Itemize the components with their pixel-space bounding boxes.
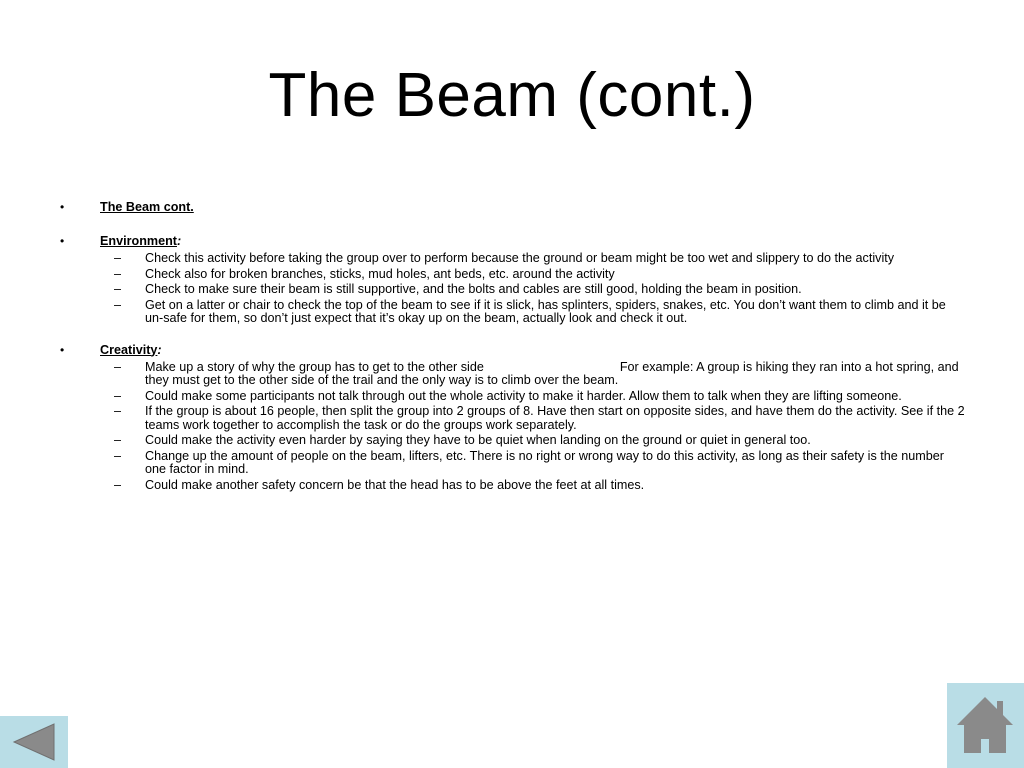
bullet-marker: • [60,200,65,214]
sub-bullet-text: Check to make sure their beam is still supportive, and the bolts and cables are still good, holding the beam in position. [145,282,802,296]
bullet-heading-label: The Beam cont. [100,200,194,214]
sub-bullet-text: For example: A group is hiking they ran into a hot spring, and they must get to the other side of the trail and the only way is to climb over the beam. [145,359,959,387]
sub-bullet-text: If the group is about 16 people, then split the group into 2 groups of 8. Have then start on opposite sides, and have them do the activity. See if the 2 teams work together to accomplish the task or do the groups work separately. [145,404,965,432]
dash-marker: – [114,404,122,418]
sub-bullet-text: Check also for broken branches, sticks, mud holes, ant beds, etc. around the activity [145,266,615,281]
sub-bullet-text: Get on a latter or chair to check the top of the beam to see if it is slick, has splinters, spiders, snakes, etc. You don’t want them to climb and it be un-safe for them, so don’t just expect that it’s okay up on the beam, actually look and check it out. [145,297,946,325]
bullet-creativity [56,342,966,493]
bullet-environment [56,233,966,326]
bullet-heading-colon: : [157,342,162,357]
bullet-heading-label: Creativity [100,342,158,357]
dash-marker: – [114,266,122,281]
sub-bullet-text: Could make some participants not talk through out the whole activity to make it harder. Allow them to talk when they are lifting someone. [145,388,902,403]
dash-marker: – [114,477,122,492]
bullet-heading [56,199,966,215]
bullet-heading-label: Environment [100,234,177,248]
sub-bullet-item [56,434,966,448]
sub-bullet-text: Change up the amount of people on the beam, lifters, etc. There is no right or wrong way to do this activity, as long as their safety is the number one factor in mind. [145,448,944,476]
sub-bullet-item [56,283,966,297]
dash-marker: – [114,388,122,403]
left-triangle-icon [0,716,68,768]
sub-bullet-text: Could make another safety concern be that the head has to be above the feet at all times. [145,477,645,492]
dash-marker: – [114,282,122,296]
bullet-heading-colon: : [176,234,182,248]
home-button[interactable] [947,683,1024,768]
dash-marker: – [114,251,122,265]
sub-bullet-item [56,252,966,266]
sub-bullet-item [56,450,966,477]
sub-bullet-list [56,361,966,493]
bullet-heading [56,233,966,249]
sub-bullet-item [56,390,966,404]
sub-bullet-item [56,268,966,282]
bullet-the-beam-cont [56,199,966,215]
sub-bullet-item [56,361,966,388]
dash-marker: – [114,359,122,374]
sub-bullet-text: Check this activity before taking the group over to perform because the ground or beam might be too wet and slippery to do the activity [145,251,895,265]
back-button[interactable] [0,716,68,768]
sub-bullet-item [56,299,966,326]
sub-bullet-text: Make up a story of why the group has to get to the other side [145,359,484,374]
dash-marker: – [114,297,122,312]
slide-title: The Beam (cont.) [268,61,756,130]
dash-marker: – [114,448,122,463]
bullet-heading [56,342,966,358]
house-icon [947,683,1024,768]
sub-bullet-text: Could make the activity even harder by saying they have to be quiet when landing on the ground or quiet in general too. [145,433,811,447]
bullet-marker: • [60,342,65,357]
sub-bullet-item [56,479,966,493]
slide-body [56,199,966,494]
dash-marker: – [114,433,122,447]
sub-bullet-list [56,252,966,326]
sub-bullet-item [56,405,966,432]
bullet-marker: • [60,234,65,248]
